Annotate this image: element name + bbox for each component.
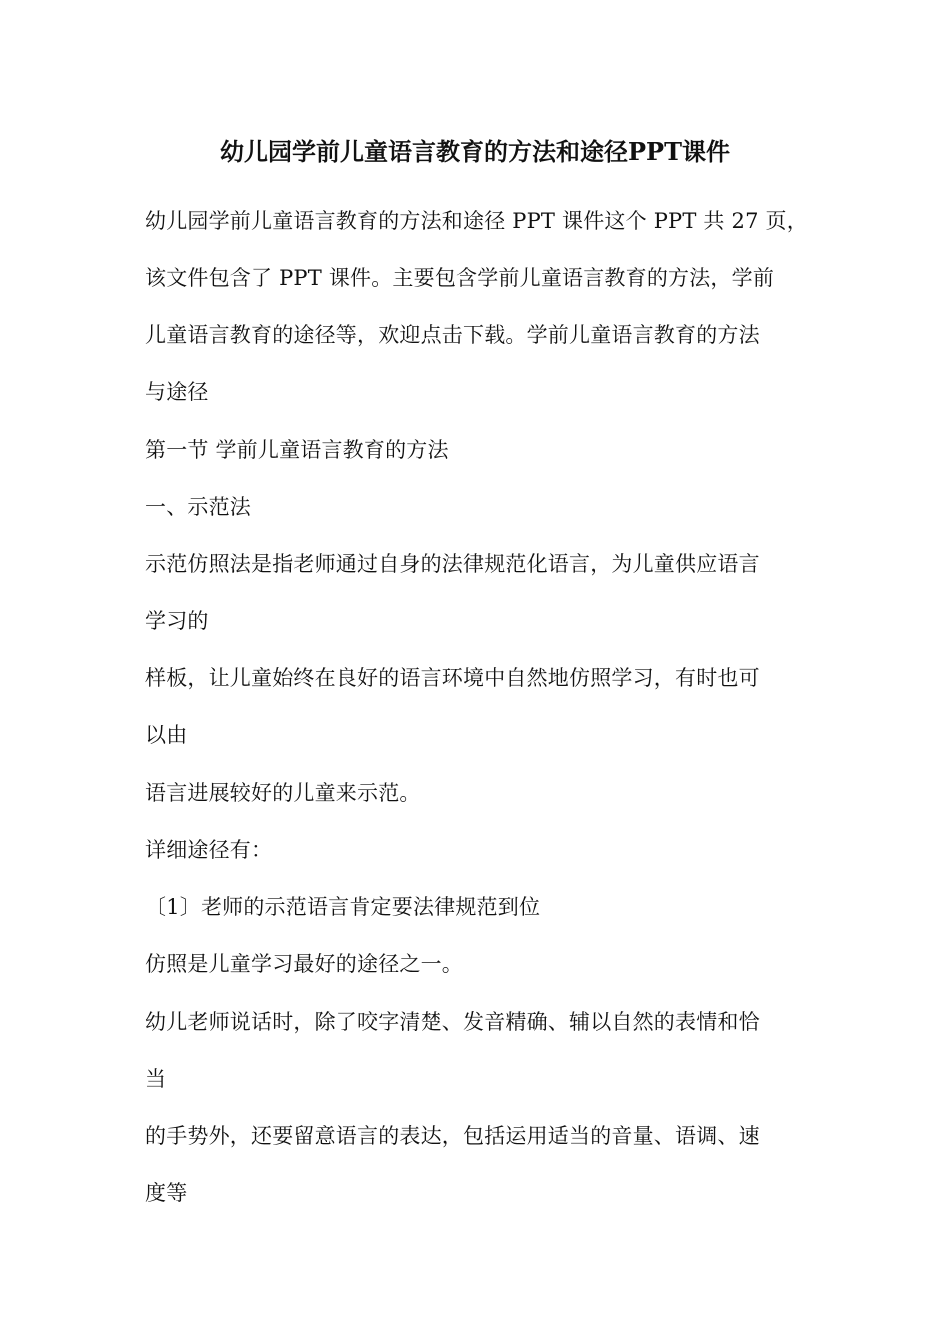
paragraph-line: 样板，让儿童始终在良好的语言环境中自然地仿照学习，有时也可 bbox=[145, 666, 760, 690]
document-title: 幼儿园学前儿童语言教育的方法和途径PPT课件 bbox=[220, 137, 730, 166]
list-item-line: 〔1〕老师的示范语言肯定要法律规范到位 bbox=[145, 895, 541, 919]
paragraph-line: 幼儿老师说话时，除了咬字清楚、发音精确、辅以自然的表情和恰 bbox=[145, 1010, 760, 1034]
paragraph-line: 儿童语言教育的途径等，欢迎点击下载。学前儿童语言教育的方法 bbox=[145, 323, 760, 347]
paragraph-line: 学习的 bbox=[145, 609, 209, 633]
paragraph-line: 该文件包含了 PPT 课件。主要包含学前儿童语言教育的方法，学前 bbox=[145, 266, 775, 290]
paragraph-line: 与途径 bbox=[145, 380, 209, 404]
section-heading: 第一节 学前儿童语言教育的方法 bbox=[145, 438, 449, 462]
paragraph-line: 幼儿园学前儿童语言教育的方法和途径 PPT 课件这个 PPT 共 27 页， bbox=[145, 209, 808, 233]
paragraph-line: 度等 bbox=[145, 1181, 188, 1205]
paragraph-line: 详细途径有： bbox=[145, 838, 273, 862]
subsection-heading: 一、示范法 bbox=[145, 495, 251, 519]
paragraph-line: 示范仿照法是指老师通过自身的法律规范化语言，为儿童供应语言 bbox=[145, 552, 760, 576]
paragraph-line: 语言进展较好的儿童来示范。 bbox=[145, 781, 421, 805]
paragraph-line: 以由 bbox=[145, 723, 188, 747]
paragraph-line: 的手势外，还要留意语言的表达，包括运用适当的音量、语调、速 bbox=[145, 1124, 760, 1148]
paragraph-line: 当 bbox=[145, 1067, 167, 1091]
paragraph-line: 仿照是儿童学习最好的途径之一。 bbox=[145, 952, 463, 976]
